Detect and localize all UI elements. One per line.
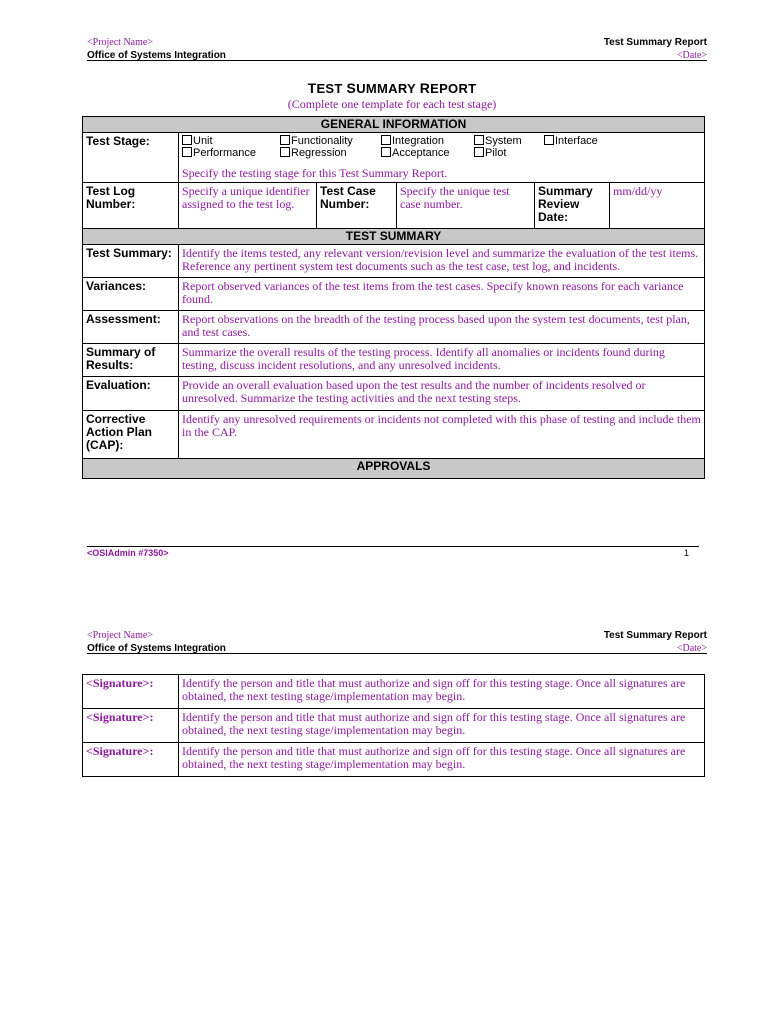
signature-text[interactable]: Identify the person and title that must authorize and sign off for this testing stage. Once all signatures are obtained, the next testing stage/implementation may begin.	[179, 709, 705, 743]
header-date: <Date>	[676, 50, 707, 61]
cap-text[interactable]: Identify any unresolved requirements or incidents not completed with this phase of testing and include them in the CAP.	[179, 411, 705, 459]
office-name: Office of Systems Integration	[87, 643, 226, 654]
assessment-label: Assessment:	[83, 311, 179, 344]
header-report-title: Test Summary Report	[603, 630, 707, 641]
approvals-heading: APPROVALS	[83, 459, 705, 479]
test-stage-hint: Specify the testing stage for this Test Summary Report.	[182, 166, 448, 180]
summary-review-label: Summary Review Date:	[535, 183, 610, 229]
checkbox-box-icon[interactable]	[182, 135, 192, 145]
document-subtitle: (Complete one template for each test stage)	[287, 97, 497, 111]
test-summary-text[interactable]: Identify the items tested, any relevant version/revision level and summarize the evaluation of the test items. Reference any pertinent system test documents such as the test case, test log, and incidents.	[179, 245, 705, 278]
signature-label: <Signature>:	[83, 709, 179, 743]
checkbox-integration[interactable]: Integration	[381, 135, 444, 148]
checkbox-box-icon[interactable]	[182, 147, 192, 157]
summary-review-date-field[interactable]: mm/dd/yy	[610, 183, 705, 229]
test-case-label: Test Case Number:	[317, 183, 397, 229]
variances-text[interactable]: Report observed variances of the test items from the test cases. Specify known reasons for each variance found.	[179, 278, 705, 311]
signature-text[interactable]: Identify the person and title that must authorize and sign off for this testing stage. Once all signatures are obtained, the next testing stage/implementation may begin.	[179, 675, 705, 709]
test-stage-cell	[179, 133, 705, 183]
checkbox-functionality[interactable]: Functionality	[280, 135, 353, 148]
office-name: Office of Systems Integration	[87, 50, 226, 61]
checkbox-box-icon[interactable]	[280, 135, 290, 145]
checkbox-box-icon[interactable]	[474, 147, 484, 157]
checkbox-performance[interactable]: Performance	[182, 147, 256, 160]
test-stage-checkboxes	[182, 135, 701, 165]
checkbox-interface[interactable]: Interface	[544, 135, 598, 148]
checkbox-box-icon[interactable]	[381, 147, 391, 157]
summary-of-results-label: Summary of Results:	[83, 344, 179, 377]
summary-of-results-text[interactable]: Summarize the overall results of the testing process. Identify all anomalies or incidents found during testing, discuss incident resolutions, and any unresolved incidents.	[179, 344, 705, 377]
page1-footer	[87, 546, 699, 560]
approvals-signature-table	[82, 674, 705, 777]
test-stage-label: Test Stage:	[83, 133, 179, 183]
footer-doc-id: <OSIAdmin #7350>	[87, 548, 169, 558]
signature-label: <Signature>:	[83, 743, 179, 777]
checkbox-box-icon[interactable]	[381, 135, 391, 145]
checkbox-acceptance[interactable]: Acceptance	[381, 147, 449, 160]
test-log-label: Test Log Number:	[83, 183, 179, 229]
project-name: <Project Name>	[87, 37, 153, 48]
test-log-field[interactable]: Specify a unique identifier assigned to the test log.	[179, 183, 317, 229]
cap-label: Corrective Action Plan (CAP):	[83, 411, 179, 459]
assessment-text[interactable]: Report observations on the breadth of the testing process based upon the system test documents, test plan, and test cases.	[179, 311, 705, 344]
page1-header	[87, 36, 707, 60]
checkbox-unit[interactable]: Unit	[182, 135, 213, 148]
signature-text[interactable]: Identify the person and title that must authorize and sign off for this testing stage. Once all signatures are obtained, the next testing stage/implementation may begin.	[179, 743, 705, 777]
footer-page-number: 1	[683, 548, 689, 558]
test-summary-table	[82, 116, 705, 479]
variances-label: Variances:	[83, 278, 179, 311]
page2-header	[87, 629, 707, 653]
checkbox-box-icon[interactable]	[280, 147, 290, 157]
general-info-heading: GENERAL INFORMATION	[83, 117, 705, 133]
header-rule	[87, 60, 707, 61]
checkbox-box-icon[interactable]	[474, 135, 484, 145]
evaluation-label: Evaluation:	[83, 377, 179, 411]
project-name: <Project Name>	[87, 630, 153, 641]
test-case-field[interactable]: Specify the unique test case number.	[397, 183, 535, 229]
test-summary-label: Test Summary:	[83, 245, 179, 278]
checkbox-box-icon[interactable]	[544, 135, 554, 145]
checkbox-system[interactable]: System	[474, 135, 522, 148]
header-date: <Date>	[676, 643, 707, 654]
checkbox-pilot[interactable]: Pilot	[474, 147, 506, 160]
signature-label: <Signature>:	[83, 675, 179, 709]
header-report-title: Test Summary Report	[603, 37, 707, 48]
header-rule	[87, 653, 707, 654]
footer-rule	[87, 546, 699, 547]
checkbox-regression[interactable]: Regression	[280, 147, 347, 160]
document-title: TEST SUMMARY REPORT	[307, 80, 477, 96]
test-summary-heading: TEST SUMMARY	[83, 229, 705, 245]
document-title-block	[80, 80, 704, 112]
evaluation-text[interactable]: Provide an overall evaluation based upon the test results and the number of incidents resolved or unresolved. Summarize the testing activities and the next testing steps.	[179, 377, 705, 411]
